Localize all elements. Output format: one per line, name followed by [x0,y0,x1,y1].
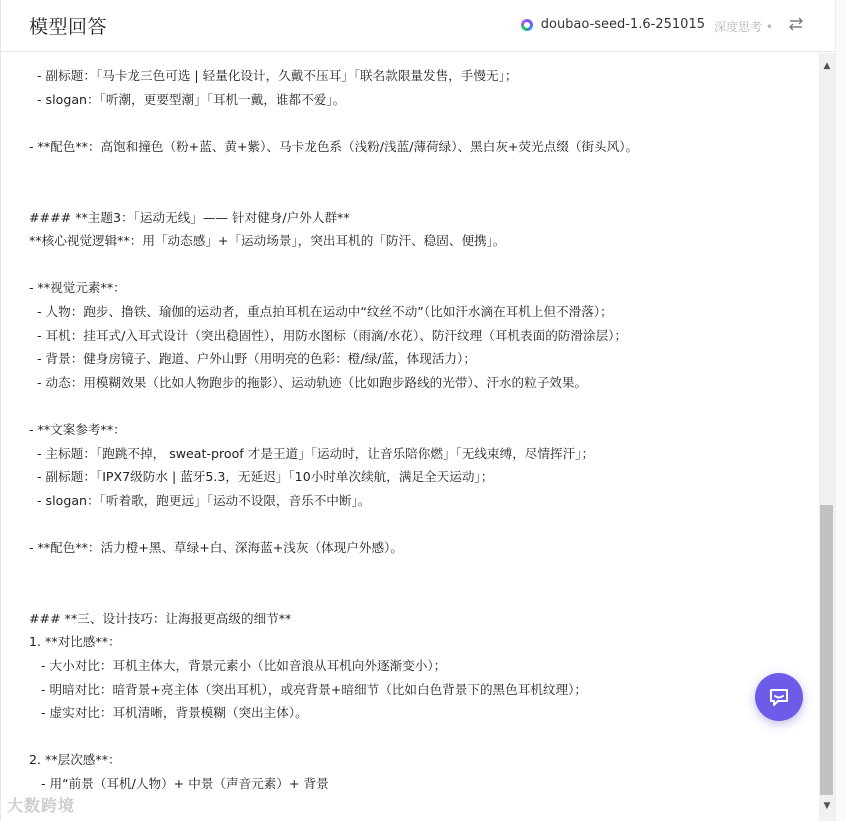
model-logo-icon [521,19,533,31]
model-selector[interactable] [521,17,705,32]
sliders-icon[interactable] [787,15,805,33]
model-name: doubao-seed-1.6-251015 [540,17,705,32]
answer-line: - slogan：「听着歌，跑更远」「运动不设限，音乐不中断」。 [29,492,371,508]
answer-line: - 动态：用模糊效果（比如人物跑步的拖影）、运动轨迹（比如跑步路线的光带）、汗水的粒子效果。 [29,374,588,390]
answer-line: #### **主题3：「运动无线」—— 针对健身/户外人群** [29,209,350,225]
answer-line: ### **三、设计技巧：让海报更高级的细节** [29,610,292,626]
answer-line: - 用“前景（耳机/人物）+ 中景（声音元素）+ 背景 [29,776,329,791]
answer-line: - 明暗对比：暗背景+亮主体（突出耳机），或亮背景+暗细节（比如白色背景下的黑色耳机纹理）； [29,681,587,697]
answer-line: - 副标题：「IPX7级防水 | 蓝牙5.3，无延迟」「10小时单次续航，满足全天运动」； [29,469,494,485]
chat-icon [767,685,791,709]
triangle-up-icon[interactable]: ▲ [823,61,831,71]
answer-line: - **配色**：活力橙+黑、草绿+白、深海蓝+浅灰（体现户外感）。 [29,540,403,555]
answer-line: - **视觉元素**： [29,280,126,296]
answer-line: - 背景：健身房镜子、跑道、户外山野（用明亮的色彩：橙/绿/蓝，体现活力）； [29,351,476,367]
answer-line: - 虚实对比：耳机清晰，背景模糊（突出主体）。 [29,705,308,721]
answer-line: - **配色**：高饱和撞色（粉+蓝、黄+紫）、马卡龙色系（浅粉/浅蓝/薄荷绿）、黑白灰+荧光点缀（街头风）。 [29,138,639,154]
scrollbar-thumb[interactable] [820,505,833,795]
answer-line: - 耳机：挂耳式/入耳式设计（突出稳固性），用防水图标（雨滴/水花）、防汗纹理（耳机表面的防滑涂层）； [29,327,628,343]
header [1,0,835,52]
triangle-down-icon[interactable]: ▼ [823,801,831,811]
chat-button[interactable] [755,673,803,721]
window-edge [835,0,846,821]
answer-line: - 副标题：「马卡龙三色可选 | 轻量化设计，久戴不压耳」「联名款限量发售，手慢无」； [29,68,518,83]
answer-line: - **文案参考**： [29,422,126,437]
answer-line: - 主标题：「跑跳不掉， sweat-proof 才是王道」「运动时，让音乐陪你燃」「无线束缚，尽情挥汗」； [29,445,595,461]
scrollbar[interactable] [819,53,835,821]
answer-line: - 人物：跑步、撸铁、瑜伽的运动者，重点拍耳机在运动中“纹丝不动”（比如汗水滴在耳机上但不滑落）； [29,304,613,319]
answer-line: 2. **层次感**： [29,752,121,768]
answer-line: - slogan：「听潮，更要型潮」「耳机一戴，谁都不爱」。 [29,91,346,107]
page-title: 模型回答 [29,16,108,38]
deep-think-toggle[interactable]: 深度思考 • [714,20,773,34]
answer-content [1,53,819,821]
watermark: 大数跨境 [7,796,76,815]
answer-line: 1. **对比感**： [29,634,121,650]
answer-line: **核心视觉逻辑**：用「动态感」+「运动场景」，突出耳机的「防汗、稳固、便携」。 [29,233,506,249]
answer-line: - 大小对比：耳机主体大，背景元素小（比如音浪从耳机向外逐渐变小）； [29,658,447,673]
